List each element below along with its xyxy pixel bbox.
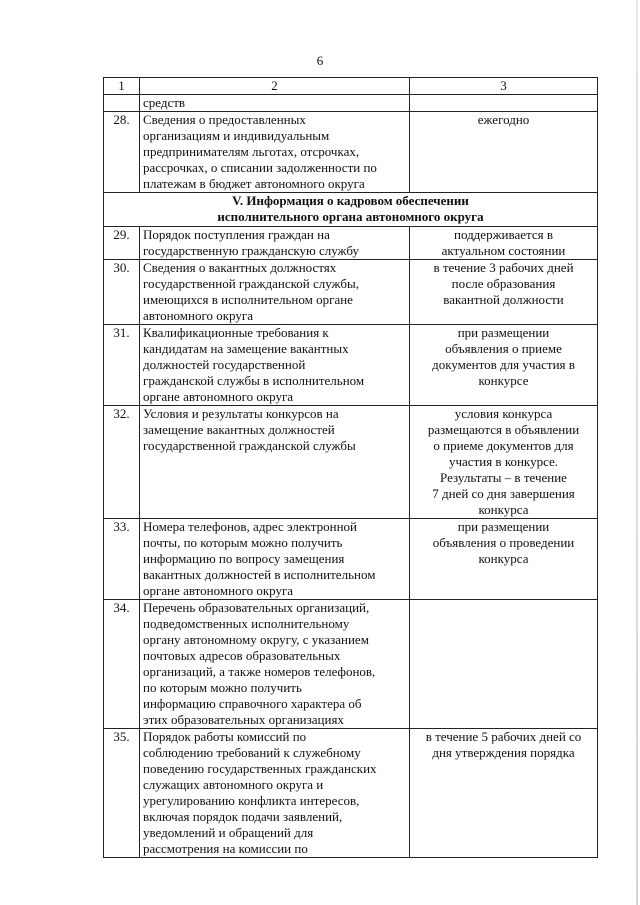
row-period: ежегодно bbox=[410, 112, 598, 193]
row-description: Номера телефонов, адрес электронной почты, по которым можно получить информацию по вопросу замещения вакантных должностей в исполнительном органе автономного округа bbox=[140, 519, 410, 600]
row-period: при размещении объявления о приеме документов для участия в конкурсе bbox=[410, 325, 598, 406]
row-number: 28. bbox=[104, 112, 140, 193]
row-description: Сведения о предоставленных организациям и индивидуальным предпринимателям льготах, отсрочках, рассрочках, о списании задолженности по платежам в бюджет автономного округа bbox=[140, 112, 410, 193]
table-row bbox=[104, 325, 598, 406]
row-description: средств bbox=[140, 95, 410, 112]
header-col-2: 2 bbox=[140, 78, 410, 95]
table-row bbox=[104, 729, 598, 858]
row-number: 35. bbox=[104, 729, 140, 858]
page-edge-shadow bbox=[636, 0, 638, 905]
row-description: Порядок работы комиссий по соблюдению требований к служебному поведению государственных гражданских служащих автономного округа и урегулированию конфликта интересов, включая порядок подачи заявлений, уведомлений и обращений для рассмотрения на комиссии по bbox=[140, 729, 410, 858]
row-period: поддерживается в актуальном состоянии bbox=[410, 227, 598, 260]
row-number: 31. bbox=[104, 325, 140, 406]
table-row bbox=[104, 519, 598, 600]
row-description: Перечень образовательных организаций, подведомственных исполнительному органу автономному округу, с указанием почтовых адресов образовательных организаций, а также номеров телефонов, по которым можно получить информацию справочного характера об этих образовательных организациях bbox=[140, 600, 410, 729]
row-number bbox=[104, 95, 140, 112]
table-row bbox=[104, 260, 598, 325]
section-row bbox=[104, 193, 598, 227]
disclosure-table bbox=[103, 77, 598, 858]
row-number: 34. bbox=[104, 600, 140, 729]
row-period: в течение 3 рабочих дней после образования вакантной должности bbox=[410, 260, 598, 325]
row-description: Условия и результаты конкурсов на замещение вакантных должностей государственной гражданской службы bbox=[140, 406, 410, 519]
row-description: Сведения о вакантных должностях государственной гражданской службы, имеющихся в исполнительном органе автономного округа bbox=[140, 260, 410, 325]
row-description: Порядок поступления граждан на государственную гражданскую службу bbox=[140, 227, 410, 260]
row-period: в течение 5 рабочих дней со дня утверждения порядка bbox=[410, 729, 598, 858]
row-period: условия конкурса размещаются в объявлении о приеме документов для участия в конкурсе. Результаты – в течение 7 дней со дня завершения конкурса bbox=[410, 406, 598, 519]
row-description: Квалификационные требования к кандидатам на замещение вакантных должностей государственной гражданской службы в исполнительном органе автономного округа bbox=[140, 325, 410, 406]
row-period bbox=[410, 600, 598, 729]
table-row bbox=[104, 95, 598, 112]
row-number: 32. bbox=[104, 406, 140, 519]
table-header-row bbox=[104, 78, 598, 95]
table-row bbox=[104, 112, 598, 193]
row-period: при размещении объявления о проведении конкурса bbox=[410, 519, 598, 600]
page-number: 6 bbox=[316, 53, 324, 68]
table-row bbox=[104, 406, 598, 519]
header-col-1: 1 bbox=[104, 78, 140, 95]
table-body bbox=[104, 78, 598, 858]
row-period bbox=[410, 95, 598, 112]
table-row bbox=[104, 600, 598, 729]
row-number: 33. bbox=[104, 519, 140, 600]
header-col-3: 3 bbox=[410, 78, 598, 95]
table-row bbox=[104, 227, 598, 260]
row-number: 29. bbox=[104, 227, 140, 260]
section-heading: V. Информация о кадровом обеспечении исполнительного органа автономного округа bbox=[104, 193, 598, 227]
row-number: 30. bbox=[104, 260, 140, 325]
